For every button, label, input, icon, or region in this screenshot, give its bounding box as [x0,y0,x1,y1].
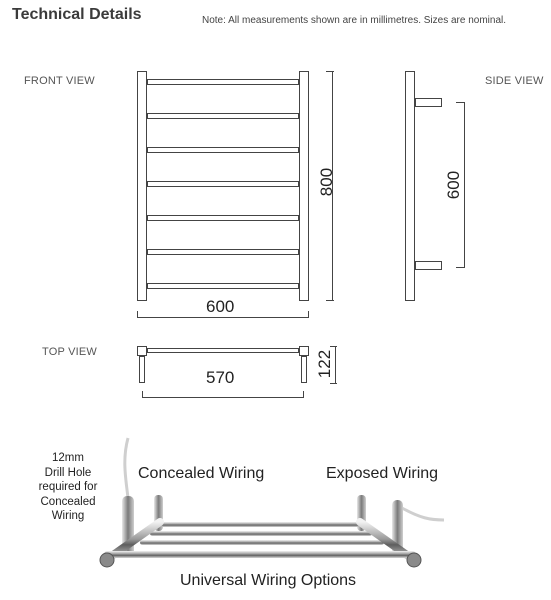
top-view-label: TOP VIEW [42,346,97,358]
top-crossbar [147,348,299,353]
side-bracket-bottom [415,261,442,270]
top-left-post [137,346,147,356]
concealed-wiring-label: Concealed Wiring [138,465,265,482]
front-crossbar [147,215,299,221]
wiring-caption: Universal Wiring Options [180,572,357,589]
dimension-tick [137,311,138,318]
front-crossbar [147,79,299,85]
middle-bar [140,540,384,545]
drill-note-line: Drill Hole [44,466,92,479]
top-depth-value: 122 [315,349,335,379]
front-crossbar [147,181,299,187]
dimension-tick [142,391,143,398]
front-right-rail [299,71,309,301]
dimension-tick [330,383,337,384]
side-bracket-top [415,98,442,107]
front-right-cap [407,553,421,567]
drill-note-line: Wiring [51,510,85,522]
page-title: Technical Details [12,6,142,23]
front-bar [104,551,416,558]
dimension-tick [326,300,334,301]
front-crossbar [147,147,299,153]
middle-bar [150,531,372,536]
front-height-value: 800 [317,167,337,197]
front-width-value: 600 [206,297,235,316]
top-left-leg [139,356,145,383]
drill-note-line: 12mm [52,452,84,464]
dimension-tick [456,267,465,268]
side-rail [405,71,415,301]
measurement-note: Note: All measurements shown are in millimetres. Sizes are nominal. [202,15,507,26]
top-width-dimension-line [142,397,304,398]
dimension-tick [456,102,465,103]
top-right-leg [301,356,307,383]
front-left-cap [100,553,114,567]
top-width-value: 570 [206,368,235,387]
drill-note-line: required for [38,481,98,493]
front-crossbar [147,113,299,119]
rear-bar [160,522,360,527]
front-view-label: FRONT VIEW [24,75,95,87]
front-width-dimension-line [137,317,309,318]
top-right-post [299,346,309,356]
dimension-tick [303,391,304,398]
exposed-cable [402,508,444,520]
front-left-rail [137,71,147,301]
dimension-tick [330,346,337,347]
concealed-cable [125,438,128,498]
side-height-value: 600 [444,170,464,200]
side-view-label: SIDE VIEW [485,75,544,87]
dimension-tick [308,311,309,318]
front-crossbar [147,283,299,289]
front-crossbar [147,249,299,255]
exposed-wiring-label: Exposed Wiring [326,465,439,482]
dimension-tick [326,71,334,72]
towel-rail-render [0,430,551,575]
drill-note-line: Concealed [40,495,96,508]
